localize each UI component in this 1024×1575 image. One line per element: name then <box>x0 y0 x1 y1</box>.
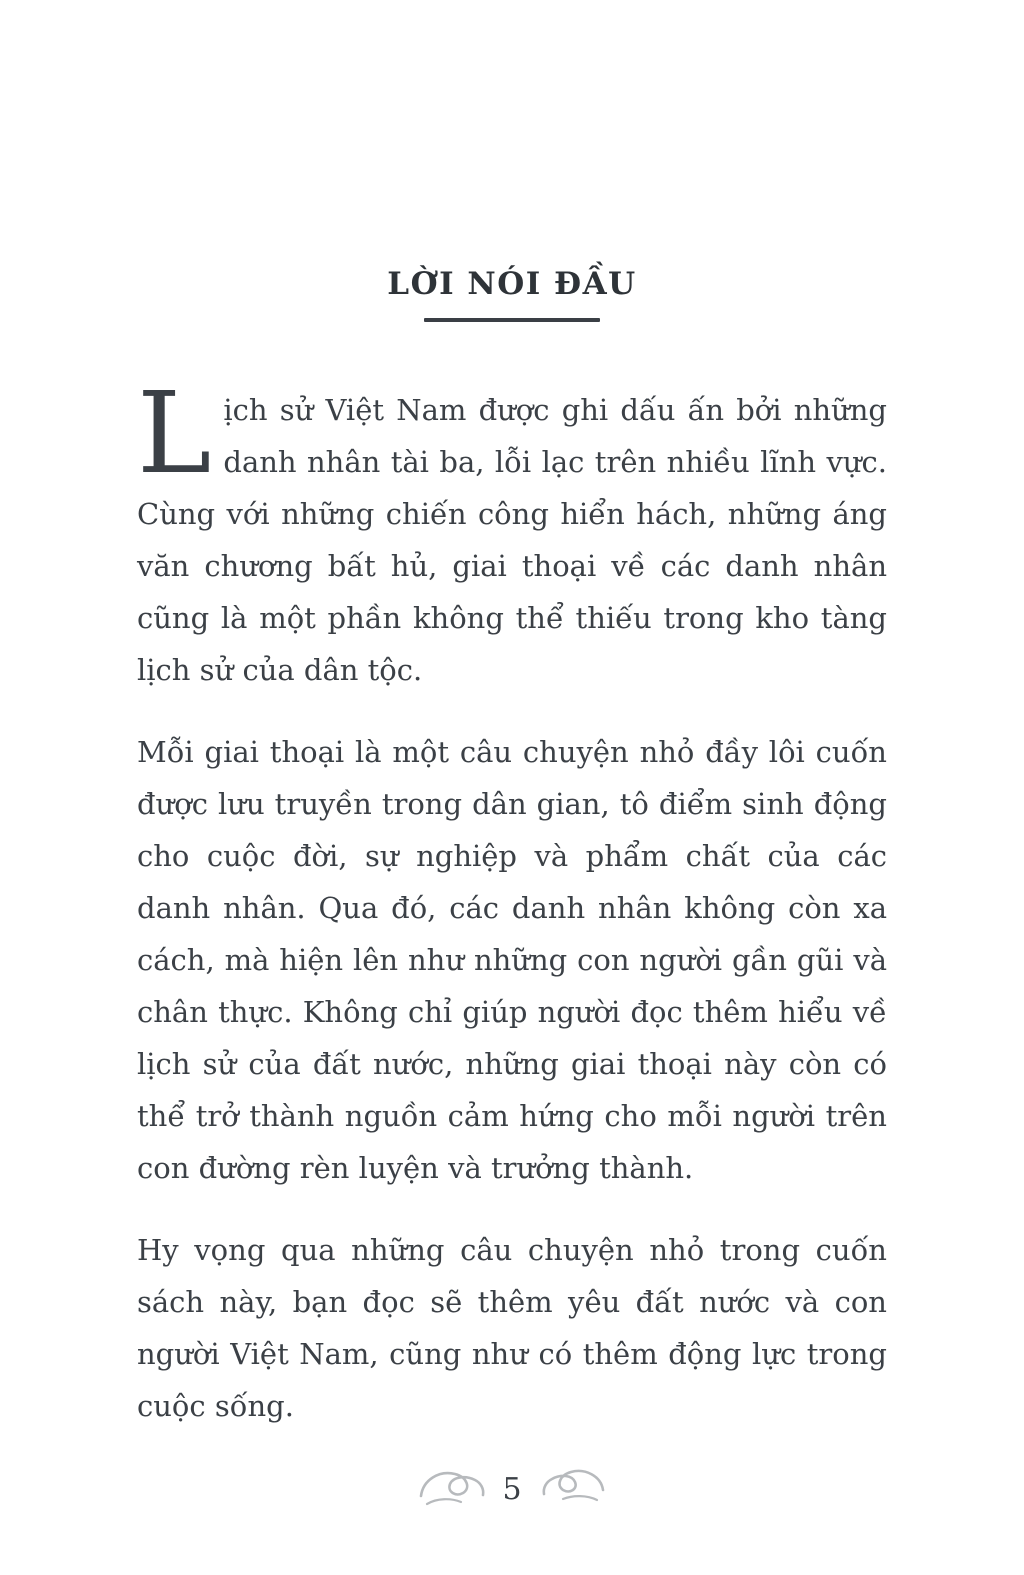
title-block <box>0 0 1024 322</box>
paragraph-1-text: ịch sử Việt Nam được ghi dấu ấn bởi những danh nhân tài ba, lỗi lạc trên nhiều lĩnh vực. Cùng với những chiến công hiển hách, những áng văn chương bất hủ, giai thoại về các danh nhân cũng là một phần không thể thiếu trong kho tàng lịch sử của dân tộc. <box>137 393 887 687</box>
body-text <box>137 369 887 1432</box>
title-underline-rule <box>424 318 600 322</box>
paragraph-2: Mỗi giai thoại là một câu chuyện nhỏ đầy lôi cuốn được lưu truyền trong dân gian, tô điểm sinh động cho cuộc đời, sự nghiệp và phẩm chất của các danh nhân. Qua đó, các danh nhân không còn xa cách, mà hiện lên như những con người gần gũi và chân thực. Không chỉ giúp người đọc thêm hiểu về lịch sử của đất nước, những giai thoại này còn có thể trở thành nguồn cảm hứng cho mỗi người trên con đường rèn luyện và trưởng thành. <box>137 735 887 1185</box>
page-title: LỜI NÓI ĐẦU <box>387 266 637 302</box>
page-number: 5 <box>502 1471 522 1507</box>
paragraph-3: Hy vọng qua những câu chuyện nhỏ trong cuốn sách này, bạn đọc sẽ thêm yêu đất nước và con người Việt Nam, cũng như có thêm động lực trong cuộc sống. <box>137 1233 887 1423</box>
dropcap-letter: L <box>137 369 212 499</box>
paragraph-1 <box>137 369 887 696</box>
page-footer <box>0 1453 1024 1523</box>
